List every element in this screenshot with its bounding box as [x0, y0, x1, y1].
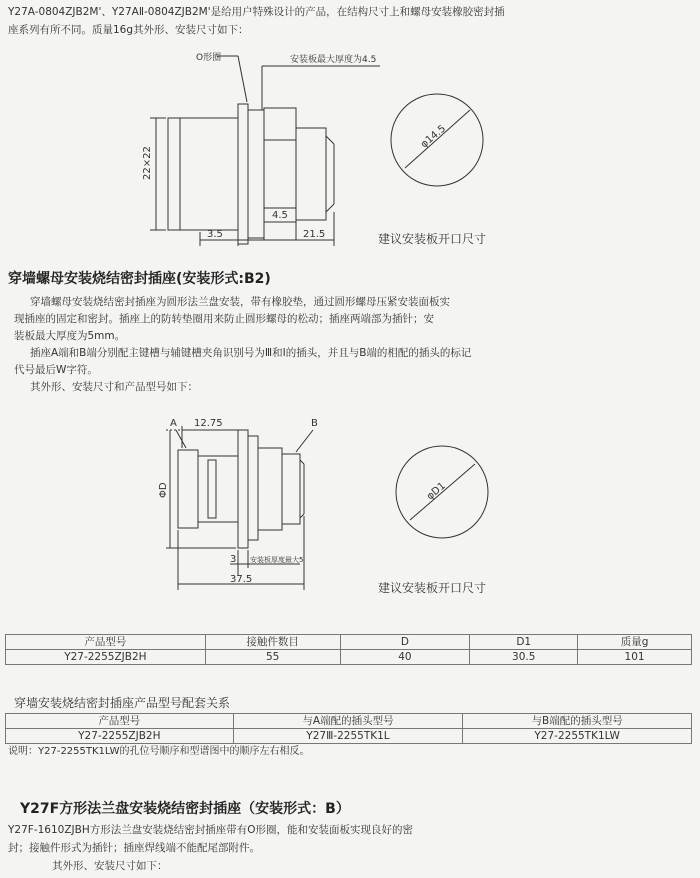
end-b-label: B — [311, 418, 318, 429]
dim-phi-d1: φD1 — [424, 480, 448, 503]
match-note: 说明：Y27-2255TK1LW的孔位号顺序和型谱图中的顺序左右相反。 — [8, 746, 310, 757]
table-row — [6, 729, 692, 744]
dim-phi-14-5: φ14.5 — [418, 123, 449, 151]
plate-thickness-label: 安装板最大厚度为4.5 — [290, 55, 377, 65]
y27f-line-1: Y27F-1610ZJBH方形法兰盘安装烧结密封插座带有O形圈，能和安装面板实现良好的密 — [8, 824, 413, 836]
match-table — [5, 713, 692, 744]
table-cell: Y27-2255TK1LW — [463, 729, 692, 744]
end-a-label: A — [170, 418, 177, 429]
header-cell: D — [340, 635, 470, 650]
spec-table-header — [6, 635, 692, 650]
table-cell: 40 — [340, 650, 470, 665]
section-y27f-title: Y27F方形法兰盘安装烧结密封插座（安装形式：B） — [20, 801, 350, 817]
dim-22x22: 22×22 — [142, 146, 153, 180]
dim-3-5: 3.5 — [207, 229, 223, 240]
table-cell: 30.5 — [470, 650, 578, 665]
section-b2-title: 穿墙螺母安装烧结密封插座(安装形式:B2) — [8, 271, 271, 287]
y27f-line-2: 封；接触件形式为插针；插座焊线端不能配尾部附件。 — [8, 842, 260, 854]
b2-para-1-line-1: 穿墙螺母安装烧结密封插座为圆形法兰盘安装，带有橡胶垫，通过圆形螺母压紧安装面板实 — [30, 296, 450, 308]
header-cell: 质量g — [578, 635, 692, 650]
b2-para-1-line-2: 现插座的固定和密封。插座上的防转垫圈用来防止圆形螺母的松动；插座两端部为插针；安 — [14, 313, 434, 325]
table-cell: Y27-2255ZJB2H — [6, 650, 206, 665]
b2-para-1-line-3: 装板最大厚度为5mm。 — [14, 330, 126, 342]
dim-12-75: 12.75 — [194, 418, 223, 429]
table-cell: Y27-2255ZJB2H — [6, 729, 234, 744]
header-cell: 与B端配的插头型号 — [463, 714, 692, 729]
header-cell: 与A端配的插头型号 — [233, 714, 463, 729]
table-cell: Y27Ⅲ-2255TK1L — [233, 729, 463, 744]
header-cell: 接触件数目 — [205, 635, 340, 650]
match-section-title: 穿墙安装烧结密封插座产品型号配套关系 — [14, 696, 231, 710]
dim-4-5: 4.5 — [272, 210, 288, 221]
drawing-2 — [0, 408, 700, 598]
dim-phi-d: ΦD — [158, 482, 169, 498]
spec-table — [5, 634, 692, 665]
b2-para-3: 其外形、安装尺寸和产品型号如下： — [30, 381, 198, 393]
intro-line-2: 座系列有所不同。质量16g其外形、安装尺寸如下： — [8, 24, 249, 36]
header-cell: 产品型号 — [6, 714, 234, 729]
drawing-1 — [0, 40, 700, 255]
b2-para-2-line-1: 插座A端和B端分别配主键槽与辅键槽夹角识别号为Ⅲ和Ⅰ的插头，并且与B端的相配的插头的标记 — [30, 347, 472, 359]
header-cell: D1 — [470, 635, 578, 650]
match-table-header — [6, 714, 692, 729]
b2-para-2-line-2: 代号最后W字符。 — [14, 364, 98, 376]
table-cell: 55 — [205, 650, 340, 665]
plate-max-5-label: 安装板厚度最大5 — [250, 556, 304, 564]
header-cell: 产品型号 — [6, 635, 206, 650]
dim-3: 3 — [230, 554, 237, 565]
drawing-2-caption: 建议安装板开口尺寸 — [378, 581, 487, 595]
table-row — [6, 650, 692, 665]
dim-21-5: 21.5 — [303, 229, 326, 240]
intro-line-1: Y27A-0804ZJB2M'、Y27AⅡ-0804ZJB2M'是给用户特殊设计的产品，在结构尺寸上和螺母安装橡胶密封插 — [8, 6, 505, 18]
drawing-1-caption: 建议安装板开口尺寸 — [378, 232, 487, 246]
y27f-line-3: 其外形、安装尺寸如下： — [52, 860, 168, 872]
dim-37-5: 37.5 — [230, 574, 253, 585]
oring-label: O形圈 — [196, 53, 222, 63]
table-cell: 101 — [578, 650, 692, 665]
